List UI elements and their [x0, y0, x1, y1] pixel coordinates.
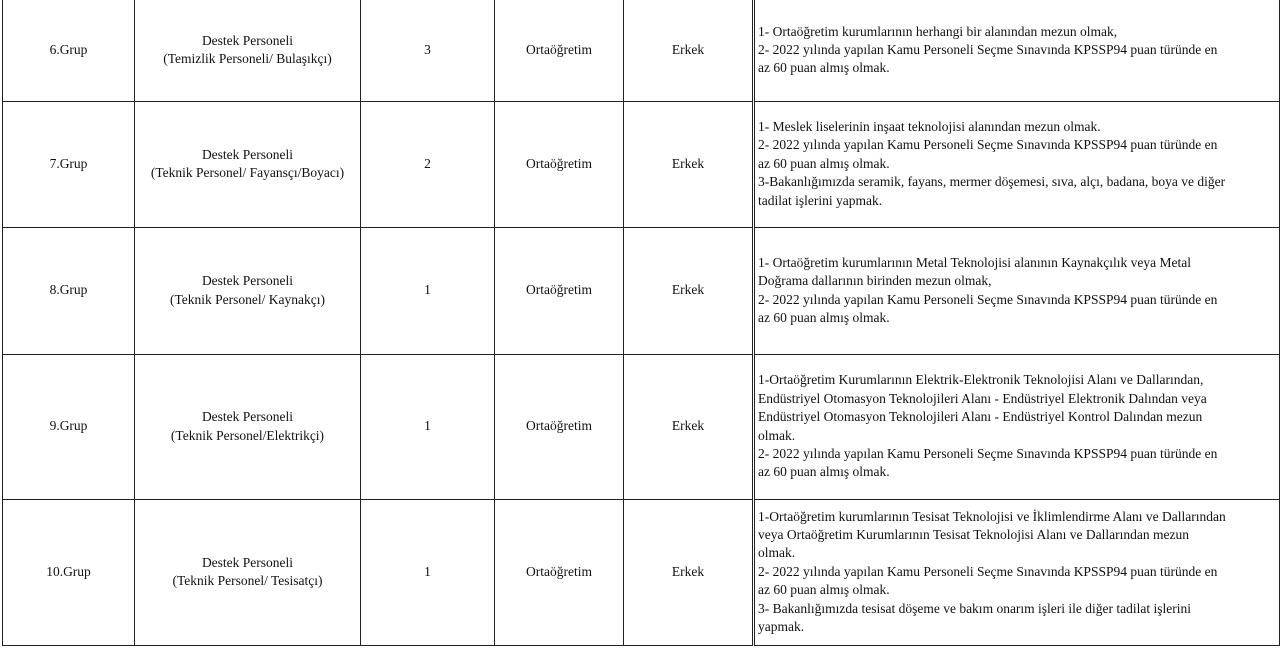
- requirement-line: az 60 puan almış olmak.: [758, 60, 890, 76]
- personnel-requirements-table: [2, 0, 1280, 646]
- requirement-line: yapmak.: [758, 619, 805, 635]
- position-title-cell: [135, 101, 361, 227]
- education-cell: Ortaöğretim: [495, 499, 624, 645]
- requirements-cell: [754, 499, 1280, 645]
- requirement-line: az 60 puan almış olmak.: [758, 155, 890, 171]
- requirements-cell: [754, 227, 1280, 354]
- requirement-line: 3- Bakanlığımızda tesisat döşeme ve bakım onarım işleri ile diğer tadilat işlerini: [758, 600, 1192, 616]
- position-subtitle: (Teknik Personel/ Fayansçı/Boyacı): [150, 165, 345, 180]
- requirement-line: az 60 puan almış olmak.: [758, 582, 890, 598]
- position-count-cell: 1: [361, 354, 495, 499]
- position-count-cell: 3: [361, 0, 495, 101]
- group-cell: 6.Grup: [3, 0, 135, 101]
- position-count-cell: 1: [361, 227, 495, 354]
- position-title: Destek Personeli: [201, 409, 294, 425]
- requirement-line: 2- 2022 yılında yapılan Kamu Personeli Seçme Sınavında KPSSP94 puan türünde en: [758, 137, 1218, 153]
- position-title: Destek Personeli: [201, 146, 294, 162]
- group-cell: 8.Grup: [3, 227, 135, 354]
- requirement-line: 1- Ortaöğretim kurumlarının herhangi bir alanından mezun olmak,: [758, 23, 1118, 39]
- position-subtitle: (Teknik Personel/Elektrikçi): [170, 427, 325, 443]
- position-subtitle: (Teknik Personel/ Tesisatçı): [172, 573, 323, 588]
- position-title-cell: [135, 354, 361, 499]
- requirement-line: 1- Ortaöğretim kurumlarının Metal Teknolojisi alanının Kaynakçılık veya Metal: [758, 254, 1191, 270]
- requirement-line: 2- 2022 yılında yapılan Kamu Personeli Seçme Sınavında KPSSP94 puan türünde en: [758, 563, 1218, 579]
- requirement-line: 2- 2022 yılında yapılan Kamu Personeli Seçme Sınavında KPSSP94 puan türünde en: [758, 42, 1218, 58]
- gender-cell: Erkek: [624, 227, 754, 354]
- position-title: Destek Personeli: [201, 273, 294, 289]
- requirement-line: 1-Ortaöğretim Kurumlarının Elektrik-Elektronik Teknolojisi Alanı ve Dallarından,: [758, 372, 1204, 388]
- requirement-line: veya Ortaöğretim Kurumlarının Tesisat Teknolojisi Alanı ve Dallarından mezun: [758, 526, 1190, 542]
- requirements-cell: [754, 101, 1280, 227]
- table-row: [3, 354, 1280, 499]
- table-row: [3, 101, 1280, 227]
- table-row: [3, 227, 1280, 354]
- requirement-line: Doğrama dallarının birinden mezun olmak,: [758, 273, 992, 289]
- requirements-cell: [754, 0, 1280, 101]
- education-cell: Ortaöğretim: [495, 354, 624, 499]
- requirement-line: Endüstriyel Otomasyon Teknolojileri Alanı - Endüstriyel Elektronik Dalından veya: [758, 390, 1207, 406]
- requirement-line: 3-Bakanlığımızda seramik, fayans, mermer döşemesi, sıva, alçı, badana, boya ve diğer: [758, 174, 1226, 190]
- position-subtitle: (Teknik Personel/ Kaynakçı): [169, 291, 325, 307]
- education-cell: Ortaöğretim: [495, 101, 624, 227]
- requirement-line: 2- 2022 yılında yapılan Kamu Personeli Seçme Sınavında KPSSP94 puan türünde en: [758, 291, 1218, 307]
- requirement-line: az 60 puan almış olmak.: [758, 464, 890, 480]
- group-cell: 10.Grup: [3, 499, 135, 645]
- requirement-line: 1- Meslek liselerinin inşaat teknolojisi alanından mezun olmak.: [758, 118, 1101, 134]
- position-subtitle: (Temizlik Personeli/ Bulaşıkçı): [163, 51, 332, 67]
- requirements-cell: [754, 354, 1280, 499]
- position-title-cell: [135, 227, 361, 354]
- requirement-line: 2- 2022 yılında yapılan Kamu Personeli Seçme Sınavında KPSSP94 puan türünde en: [758, 445, 1218, 461]
- position-title-cell: [135, 0, 361, 101]
- education-cell: Ortaöğretim: [495, 0, 624, 101]
- requirement-line: olmak.: [758, 427, 796, 443]
- requirement-line: olmak.: [758, 545, 796, 561]
- position-title-cell: [135, 499, 361, 645]
- education-cell: Ortaöğretim: [495, 227, 624, 354]
- group-cell: 7.Grup: [3, 101, 135, 227]
- position-count-cell: 2: [361, 101, 495, 227]
- table-body: [3, 0, 1280, 645]
- requirement-line: Endüstriyel Otomasyon Teknolojileri Alanı - Endüstriyel Kontrol Dalından mezun: [758, 409, 1203, 425]
- table-row: [3, 0, 1280, 101]
- group-cell: 9.Grup: [3, 354, 135, 499]
- position-title: Destek Personeli: [201, 554, 294, 570]
- gender-cell: Erkek: [624, 354, 754, 499]
- gender-cell: Erkek: [624, 0, 754, 101]
- requirement-line: tadilat işlerini yapmak.: [758, 192, 883, 208]
- table-row: [3, 499, 1280, 645]
- requirement-line: 1-Ortaöğretim kurumlarının Tesisat Teknolojisi ve İklimlendirme Alanı ve Dallarından: [758, 508, 1226, 524]
- requirement-line: az 60 puan almış olmak.: [758, 309, 890, 325]
- position-title: Destek Personeli: [201, 32, 294, 48]
- position-count-cell: 1: [361, 499, 495, 645]
- gender-cell: Erkek: [624, 101, 754, 227]
- gender-cell: Erkek: [624, 499, 754, 645]
